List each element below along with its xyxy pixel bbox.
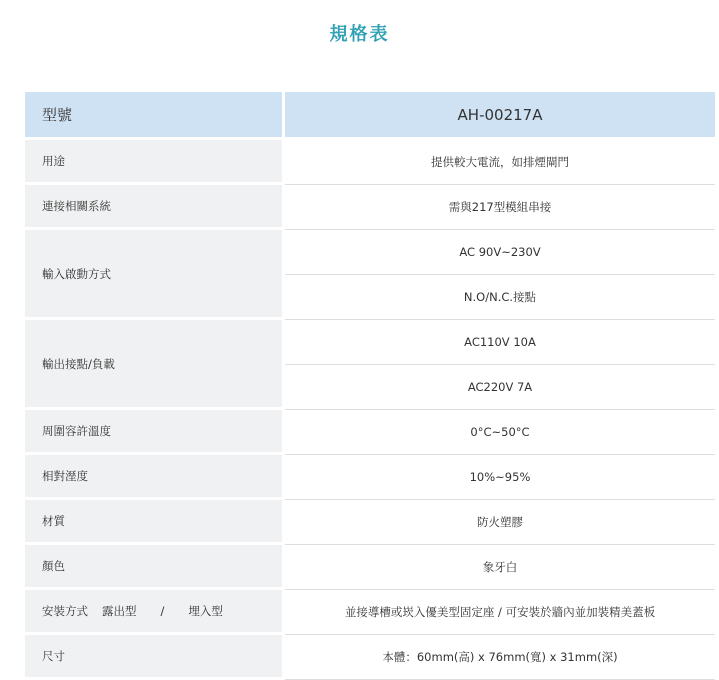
row-label: 連接相關系統 xyxy=(25,185,282,230)
row-value: AC 90V~230V xyxy=(285,230,715,275)
row-value: 象牙白 xyxy=(285,545,715,590)
spec-table xyxy=(25,92,715,680)
table-row xyxy=(25,185,715,230)
row-value: 10%~95% xyxy=(285,455,715,500)
table-header-row xyxy=(25,92,715,140)
row-value: 需與217型模組串接 xyxy=(285,185,715,230)
row-value: N.O/N.C.接點 xyxy=(285,275,715,320)
row-value: 本體：60mm(高) x 76mm(寬) x 31mm(深) xyxy=(285,635,715,680)
table-row xyxy=(25,500,715,545)
row-label: 周圍容許溫度 xyxy=(25,410,282,455)
row-label-install xyxy=(25,590,282,635)
table-row xyxy=(25,410,715,455)
row-label: 輸入啟動方式 xyxy=(25,230,282,320)
table-row xyxy=(25,320,715,410)
table-row xyxy=(25,140,715,185)
table-row xyxy=(25,635,715,680)
row-label: 材質 xyxy=(25,500,282,545)
row-label: 輸出接點/負載 xyxy=(25,320,282,410)
table-row xyxy=(25,455,715,500)
row-label: 用途 xyxy=(25,140,282,185)
install-separator: / xyxy=(160,604,165,618)
row-label: 尺寸 xyxy=(25,635,282,680)
table-row xyxy=(25,545,715,590)
row-value: 0°C~50°C xyxy=(285,410,715,455)
page-title: 規格表 xyxy=(329,24,390,45)
install-type-embedded: 埋入型 xyxy=(188,604,223,618)
row-value: 並接導槽或崁入優美型固定座 / 可安裝於牆內並加裝精美蓋板 xyxy=(285,590,715,635)
install-type-exposed: 露出型 xyxy=(102,604,137,618)
row-label: 相對溼度 xyxy=(25,455,282,500)
row-value: 防火塑膠 xyxy=(285,500,715,545)
table-row xyxy=(25,230,715,320)
row-value: AC110V 10A xyxy=(285,320,715,365)
table-row xyxy=(25,590,715,635)
row-value: 提供較大電流，如排煙閘門 xyxy=(285,140,715,185)
model-value: AH-00217A xyxy=(285,92,715,140)
row-value: AC220V 7A xyxy=(285,365,715,410)
row-label: 顏色 xyxy=(25,545,282,590)
install-label: 安裝方式 xyxy=(42,604,88,618)
model-label: 型號 xyxy=(25,92,282,140)
